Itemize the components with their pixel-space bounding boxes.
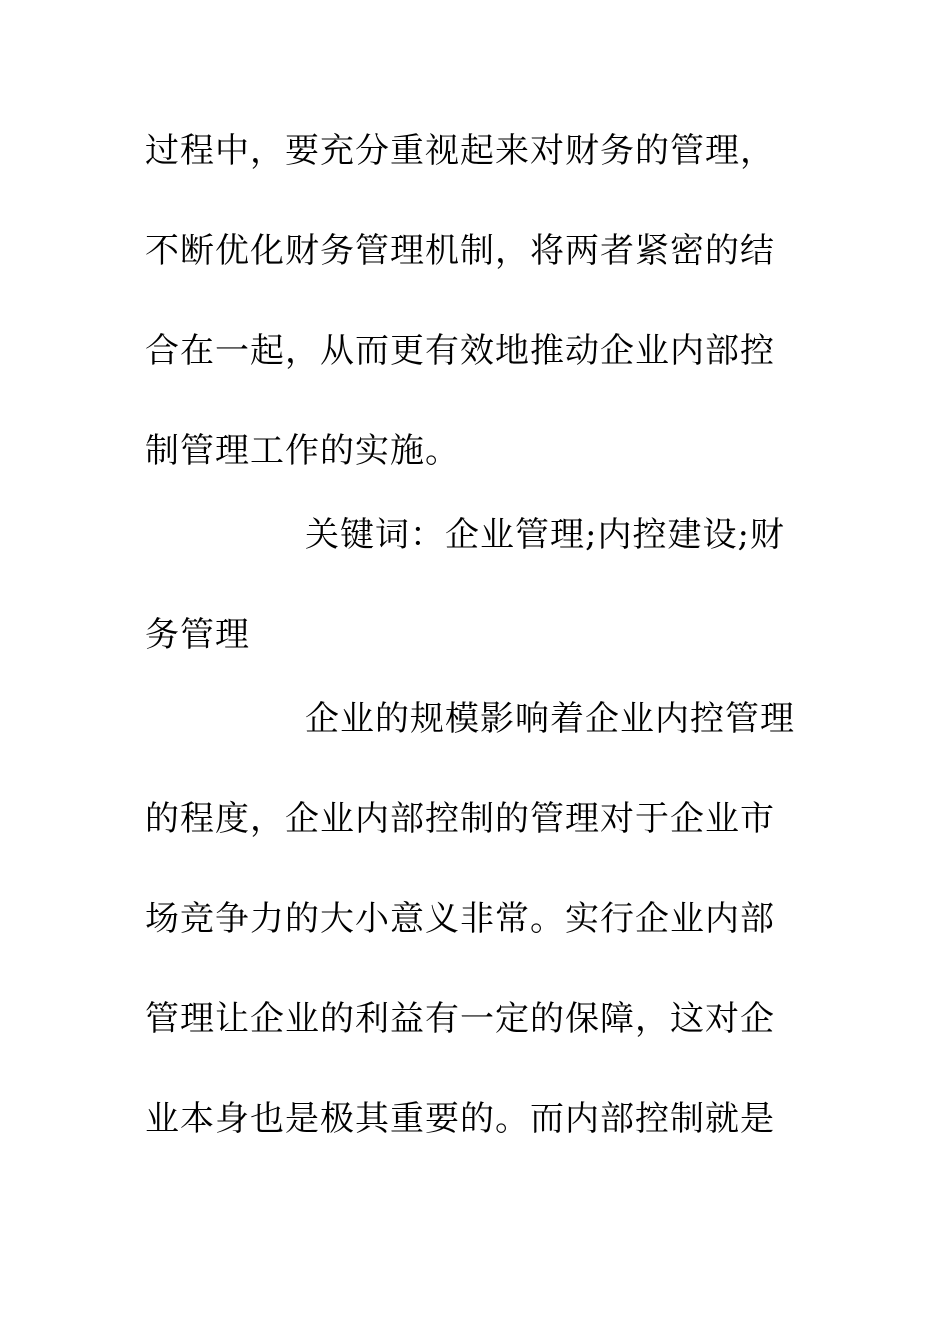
paragraph-line-3: 合在一起，从而更有效地推动企业内部控 — [145, 331, 775, 371]
body-paragraph-line-4: 管理让企业的利益有一定的保障，这对企 — [145, 999, 775, 1039]
paragraph-line-4: 制管理工作的实施。 — [145, 431, 460, 471]
body-paragraph-line-5: 业本身也是极其重要的。而内部控制就是 — [145, 1099, 775, 1139]
body-paragraph-line-1: 企业的规模影响着企业内控管理 — [305, 699, 795, 739]
paragraph-line-1: 过程中，要充分重视起来对财务的管理， — [145, 131, 775, 171]
body-paragraph-line-2: 的程度，企业内部控制的管理对于企业市 — [145, 799, 775, 839]
keywords-line-continued: 务管理 — [145, 615, 250, 655]
keywords-line: 关键词：企业管理;内控建设;财 — [305, 515, 785, 555]
paragraph-line-2: 不断优化财务管理机制，将两者紧密的结 — [145, 231, 775, 271]
body-paragraph-line-3: 场竞争力的大小意义非常。实行企业内部 — [145, 899, 775, 939]
